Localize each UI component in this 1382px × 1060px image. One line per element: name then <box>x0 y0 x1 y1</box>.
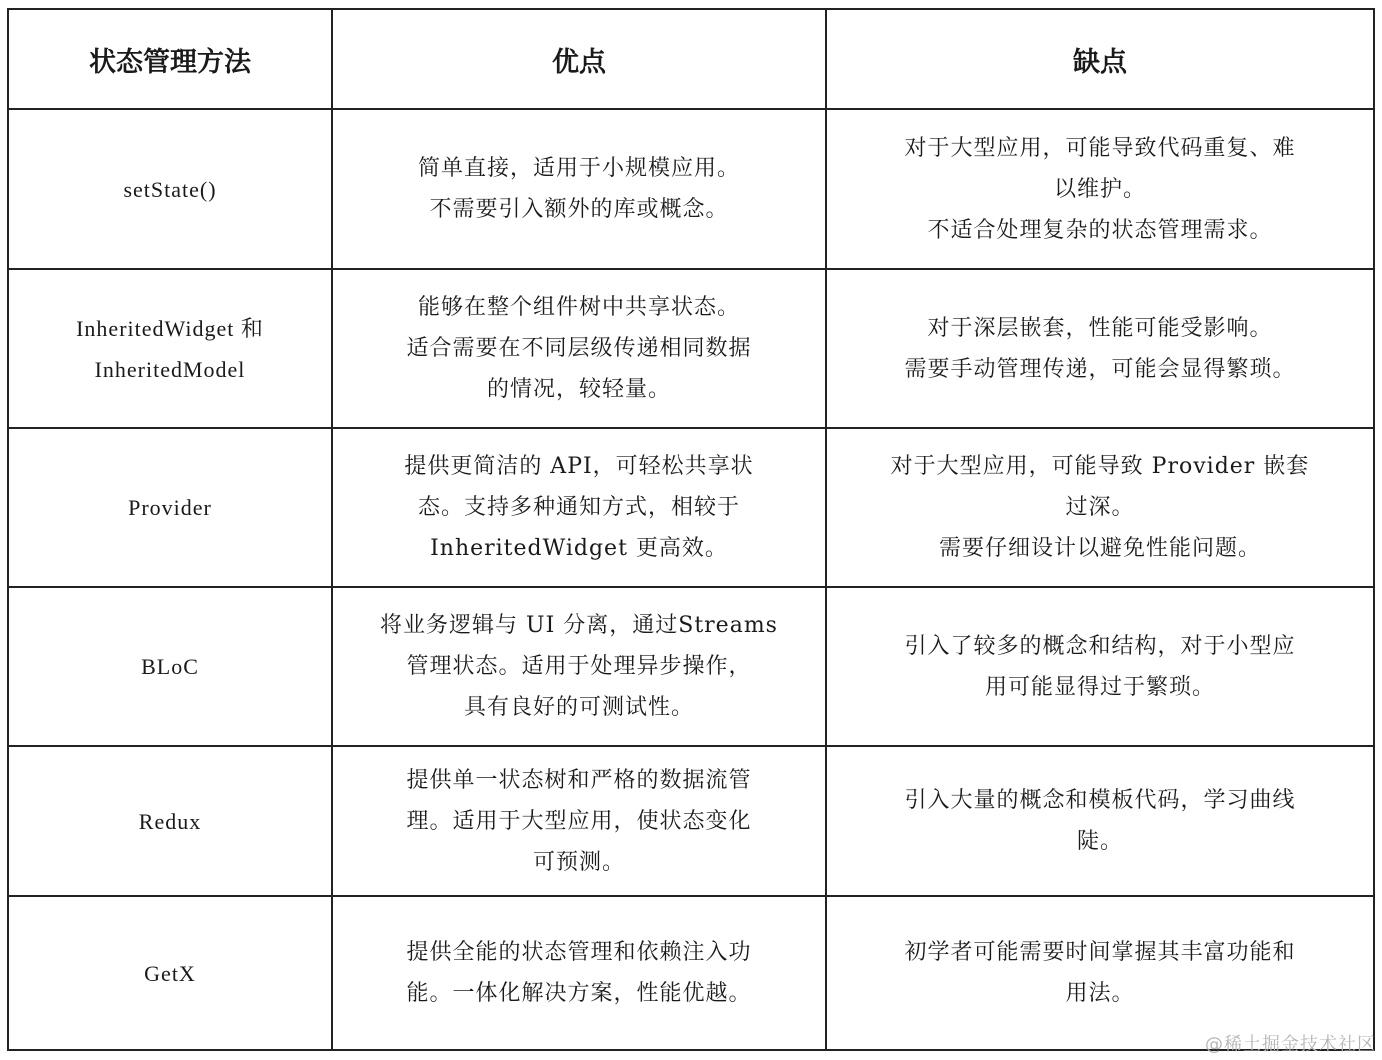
pros-cell <box>332 746 826 896</box>
method-cell <box>8 109 332 269</box>
pros-text-line: 提供更简洁的 API，可轻松共享状 <box>404 454 754 479</box>
table-row <box>8 109 1374 269</box>
pros-text-line: 提供单一状态树和严格的数据流管 <box>406 767 752 793</box>
cons-cell <box>826 269 1374 428</box>
cons-text-line: 陡。 <box>1076 829 1123 854</box>
table-row <box>8 896 1374 1050</box>
method-text-line: Redux <box>138 808 202 834</box>
cons-text-line: 对于深层嵌套，性能可能受影响。 <box>927 315 1273 341</box>
header-row <box>8 9 1374 109</box>
pros-text-line: 具有良好的可测试性。 <box>463 695 694 720</box>
pros-cell <box>332 896 826 1050</box>
method-text-line: GetX <box>144 960 196 986</box>
cons-cell <box>826 587 1374 746</box>
cons-text-line: 过深。 <box>1065 495 1135 520</box>
comparison-table <box>7 8 1375 1051</box>
cons-cell <box>826 109 1374 269</box>
header-pros: 优点 <box>332 9 826 109</box>
header-method: 状态管理方法 <box>8 9 332 109</box>
watermark-text: @稀土掘金技术社区 <box>1205 1034 1376 1055</box>
pros-text-line: 将业务逻辑与 UI 分离，通过Streams <box>380 613 778 638</box>
method-cell <box>8 428 332 587</box>
pros-cell <box>332 109 826 269</box>
method-cell <box>8 746 332 896</box>
pros-text-line: 管理状态。适用于处理异步操作， <box>406 654 752 679</box>
pros-text-line: 能。一体化解决方案，性能优越。 <box>406 981 752 1006</box>
pros-cell <box>332 269 826 428</box>
method-text-line: setState() <box>123 176 217 202</box>
cons-text-line: 以维护。 <box>1053 176 1146 202</box>
cons-cell <box>826 746 1374 896</box>
cons-text-line: 用可能显得过于繁琐。 <box>984 674 1215 700</box>
pros-text-line: 不需要引入额外的库或概念。 <box>429 197 729 222</box>
table-row <box>8 428 1374 587</box>
cons-text-line: 对于大型应用，可能导致 Provider 嵌套 <box>890 454 1310 479</box>
cons-text-line: 用法。 <box>1065 981 1135 1006</box>
cons-text-line: 需要仔细设计以避免性能问题。 <box>938 536 1261 561</box>
pros-text-line: 态。支持多种通知方式，相较于 <box>417 495 740 520</box>
pros-text-line: 提供全能的状态管理和依赖注入功 <box>406 940 752 965</box>
pros-text-line: 可预测。 <box>532 849 625 875</box>
pros-text-line: 能够在整个组件树中共享状态。 <box>417 295 740 320</box>
pros-text-line: 简单直接，适用于小规模应用。 <box>417 156 740 181</box>
pros-text-line: 适合需要在不同层级传递相同数据 <box>406 336 752 361</box>
method-text-line: InheritedWidget 和 <box>76 315 264 341</box>
pros-text-line: 的情况，较轻量。 <box>486 377 671 402</box>
method-text-line: Provider <box>128 495 212 520</box>
method-cell <box>8 896 332 1050</box>
cons-text-line: 初学者可能需要时间掌握其丰富功能和 <box>904 940 1296 965</box>
cons-cell <box>826 428 1374 587</box>
table-body <box>8 109 1374 1050</box>
method-cell <box>8 587 332 746</box>
pros-text-line: 理。适用于大型应用，使状态变化 <box>406 808 752 834</box>
pros-text-line: InheritedWidget 更高效。 <box>430 536 728 561</box>
header-cons: 缺点 <box>826 9 1374 109</box>
cons-cell <box>826 896 1374 1050</box>
pros-cell <box>332 428 826 587</box>
cons-text-line: 对于大型应用，可能导致代码重复、难 <box>904 135 1296 161</box>
table-row <box>8 269 1374 428</box>
cons-text-line: 需要手动管理传递，可能会显得繁琐。 <box>904 356 1296 382</box>
pros-cell <box>332 587 826 746</box>
method-text-line: BLoC <box>141 654 199 679</box>
method-text-line: InheritedModel <box>94 356 246 382</box>
cons-text-line: 不适合处理复杂的状态管理需求。 <box>927 217 1273 243</box>
cons-text-line: 引入大量的概念和模板代码，学习曲线 <box>904 788 1296 813</box>
method-cell <box>8 269 332 428</box>
cons-text-line: 引入了较多的概念和结构，对于小型应 <box>904 633 1296 659</box>
table-row <box>8 587 1374 746</box>
table-row <box>8 746 1374 896</box>
